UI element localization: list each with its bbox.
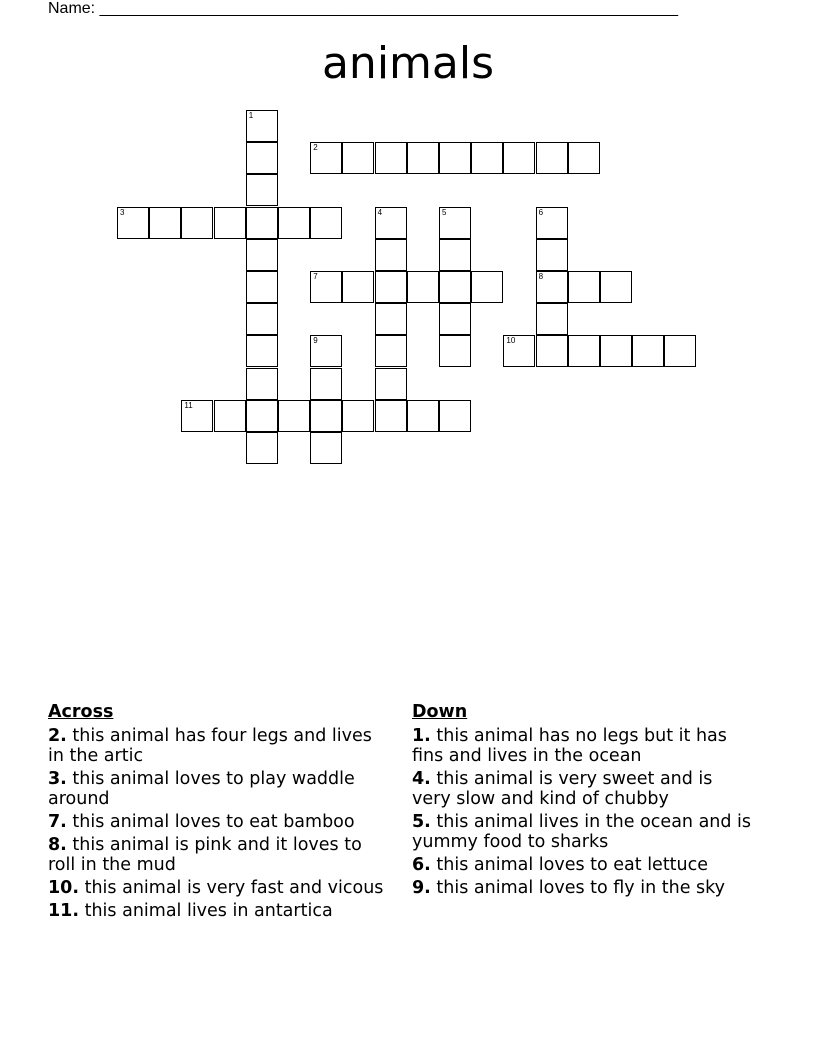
clue-text: this animal loves to eat bamboo <box>72 812 355 832</box>
cell-number: 8 <box>538 272 544 281</box>
grid-cell[interactable] <box>246 335 278 367</box>
grid-cell[interactable] <box>246 368 278 400</box>
grid-cell[interactable] <box>310 207 342 239</box>
down-clues <box>412 702 752 901</box>
grid-cell[interactable] <box>471 271 503 303</box>
grid-cell[interactable] <box>342 400 374 432</box>
cell-number: 7 <box>313 272 318 281</box>
clue-text: this animal loves to eat lettuce <box>436 855 709 875</box>
grid-cell[interactable] <box>536 239 568 271</box>
clue-text: this animal lives in the ocean and is yummy food to sharks <box>412 812 752 852</box>
cell-number: 11 <box>184 400 193 410</box>
grid-cell[interactable] <box>117 207 149 239</box>
grid-cell[interactable] <box>536 303 568 335</box>
grid-cell[interactable] <box>375 303 407 335</box>
clue-number: 3. <box>48 769 67 789</box>
grid-cell[interactable] <box>246 110 278 142</box>
grid-cell[interactable] <box>439 400 471 432</box>
grid-cell[interactable] <box>439 142 471 174</box>
grid-cell[interactable] <box>375 142 407 174</box>
page-title: animals <box>321 38 495 89</box>
across-heading: Across <box>48 702 114 722</box>
grid-cell[interactable] <box>439 303 471 335</box>
grid-cell[interactable] <box>246 432 278 464</box>
clue-number: 5. <box>412 812 431 832</box>
clue-down-9 <box>412 878 752 898</box>
grid-cell[interactable] <box>246 207 278 239</box>
grid-cell[interactable] <box>181 400 213 432</box>
grid-cell[interactable] <box>246 142 278 174</box>
cell-number: 9 <box>313 336 318 346</box>
clue-down-4 <box>412 769 752 809</box>
grid-cell[interactable] <box>407 271 439 303</box>
crossword-grid <box>0 0 816 500</box>
grid-cell[interactable] <box>375 400 407 432</box>
down-heading: Down <box>412 702 468 722</box>
clue-text: this animal loves to play waddle around <box>48 769 355 809</box>
cell-number: 5 <box>442 207 447 217</box>
grid-cell[interactable] <box>278 207 310 239</box>
grid-cell[interactable] <box>310 142 342 174</box>
grid-cell[interactable] <box>664 335 696 367</box>
grid-cell[interactable] <box>568 142 600 174</box>
grid-cell[interactable] <box>503 335 535 367</box>
across-clues <box>48 702 388 924</box>
grid-cell[interactable] <box>375 271 407 303</box>
clue-across-10 <box>48 878 388 898</box>
grid-cell[interactable] <box>246 303 278 335</box>
grid-cell[interactable] <box>439 335 471 367</box>
cell-number: 10 <box>506 336 516 346</box>
cell-number: 1 <box>248 111 254 120</box>
clue-across-11 <box>48 901 388 921</box>
grid-cell[interactable] <box>310 400 342 432</box>
grid-cell[interactable] <box>375 207 407 239</box>
name-field-label[interactable]: Name: _________________________________________________________________ <box>48 0 678 17</box>
grid-cell[interactable] <box>310 432 342 464</box>
grid-cell[interactable] <box>310 368 342 400</box>
grid-cell[interactable] <box>246 239 278 271</box>
clue-down-1 <box>412 726 752 766</box>
grid-cell[interactable] <box>310 335 342 367</box>
clue-number: 7. <box>48 812 67 832</box>
grid-cell[interactable] <box>407 142 439 174</box>
grid-cell[interactable] <box>439 239 471 271</box>
grid-cell[interactable] <box>536 335 568 367</box>
clue-number: 4. <box>412 769 431 789</box>
grid-cell[interactable] <box>536 142 568 174</box>
grid-cell[interactable] <box>439 207 471 239</box>
cell-number: 3 <box>120 207 125 217</box>
grid-cell[interactable] <box>342 271 374 303</box>
clue-down-6 <box>412 855 752 875</box>
grid-cell[interactable] <box>375 239 407 271</box>
clue-across-8 <box>48 835 388 875</box>
cell-number: 4 <box>377 207 383 217</box>
clue-number: 2. <box>48 726 67 746</box>
grid-cell[interactable] <box>214 207 246 239</box>
grid-cell[interactable] <box>536 271 568 303</box>
clue-number: 8. <box>48 835 67 855</box>
grid-cell[interactable] <box>246 271 278 303</box>
clue-across-7 <box>48 812 388 832</box>
grid-cell[interactable] <box>632 335 664 367</box>
grid-cell[interactable] <box>568 271 600 303</box>
clue-number: 9. <box>412 878 431 898</box>
clue-text: this animal is pink and it loves to roll in the mud <box>48 835 362 875</box>
grid-cell[interactable] <box>375 368 407 400</box>
clue-number: 1. <box>412 726 431 746</box>
grid-cell[interactable] <box>246 174 278 206</box>
grid-cell[interactable] <box>278 400 310 432</box>
grid-cell[interactable] <box>342 142 374 174</box>
clue-text: this animal has no legs but it has fins and lives in the ocean <box>412 726 727 766</box>
clue-text: this animal lives in antartica <box>84 901 333 921</box>
grid-cell[interactable] <box>536 207 568 239</box>
grid-cell[interactable] <box>471 142 503 174</box>
clue-text: this animal is very sweet and is very slow and kind of chubby <box>412 769 713 809</box>
grid-cell[interactable] <box>600 271 632 303</box>
clue-across-3 <box>48 769 388 809</box>
clue-across-2 <box>48 726 388 766</box>
grid-cell[interactable] <box>214 400 246 432</box>
clue-text: this animal loves to fly in the sky <box>436 878 726 898</box>
grid-cell[interactable] <box>600 335 632 367</box>
clue-number: 6. <box>412 855 431 875</box>
grid-cell[interactable] <box>181 207 213 239</box>
grid-cell[interactable] <box>149 207 181 239</box>
clue-down-5 <box>412 812 752 852</box>
grid-cell[interactable] <box>439 271 471 303</box>
clue-number: 11. <box>48 901 80 921</box>
clue-text: this animal has four legs and lives in the artic <box>48 726 372 766</box>
grid-cell[interactable] <box>246 400 278 432</box>
grid-cell[interactable] <box>503 142 535 174</box>
cell-number: 6 <box>538 207 544 217</box>
grid-cell[interactable] <box>407 400 439 432</box>
grid-cell[interactable] <box>375 335 407 367</box>
clue-number: 10. <box>48 878 80 898</box>
grid-cell[interactable] <box>568 335 600 367</box>
cell-number: 2 <box>313 143 318 153</box>
clue-text: this animal is very fast and vicous <box>84 878 384 898</box>
grid-cell[interactable] <box>310 271 342 303</box>
